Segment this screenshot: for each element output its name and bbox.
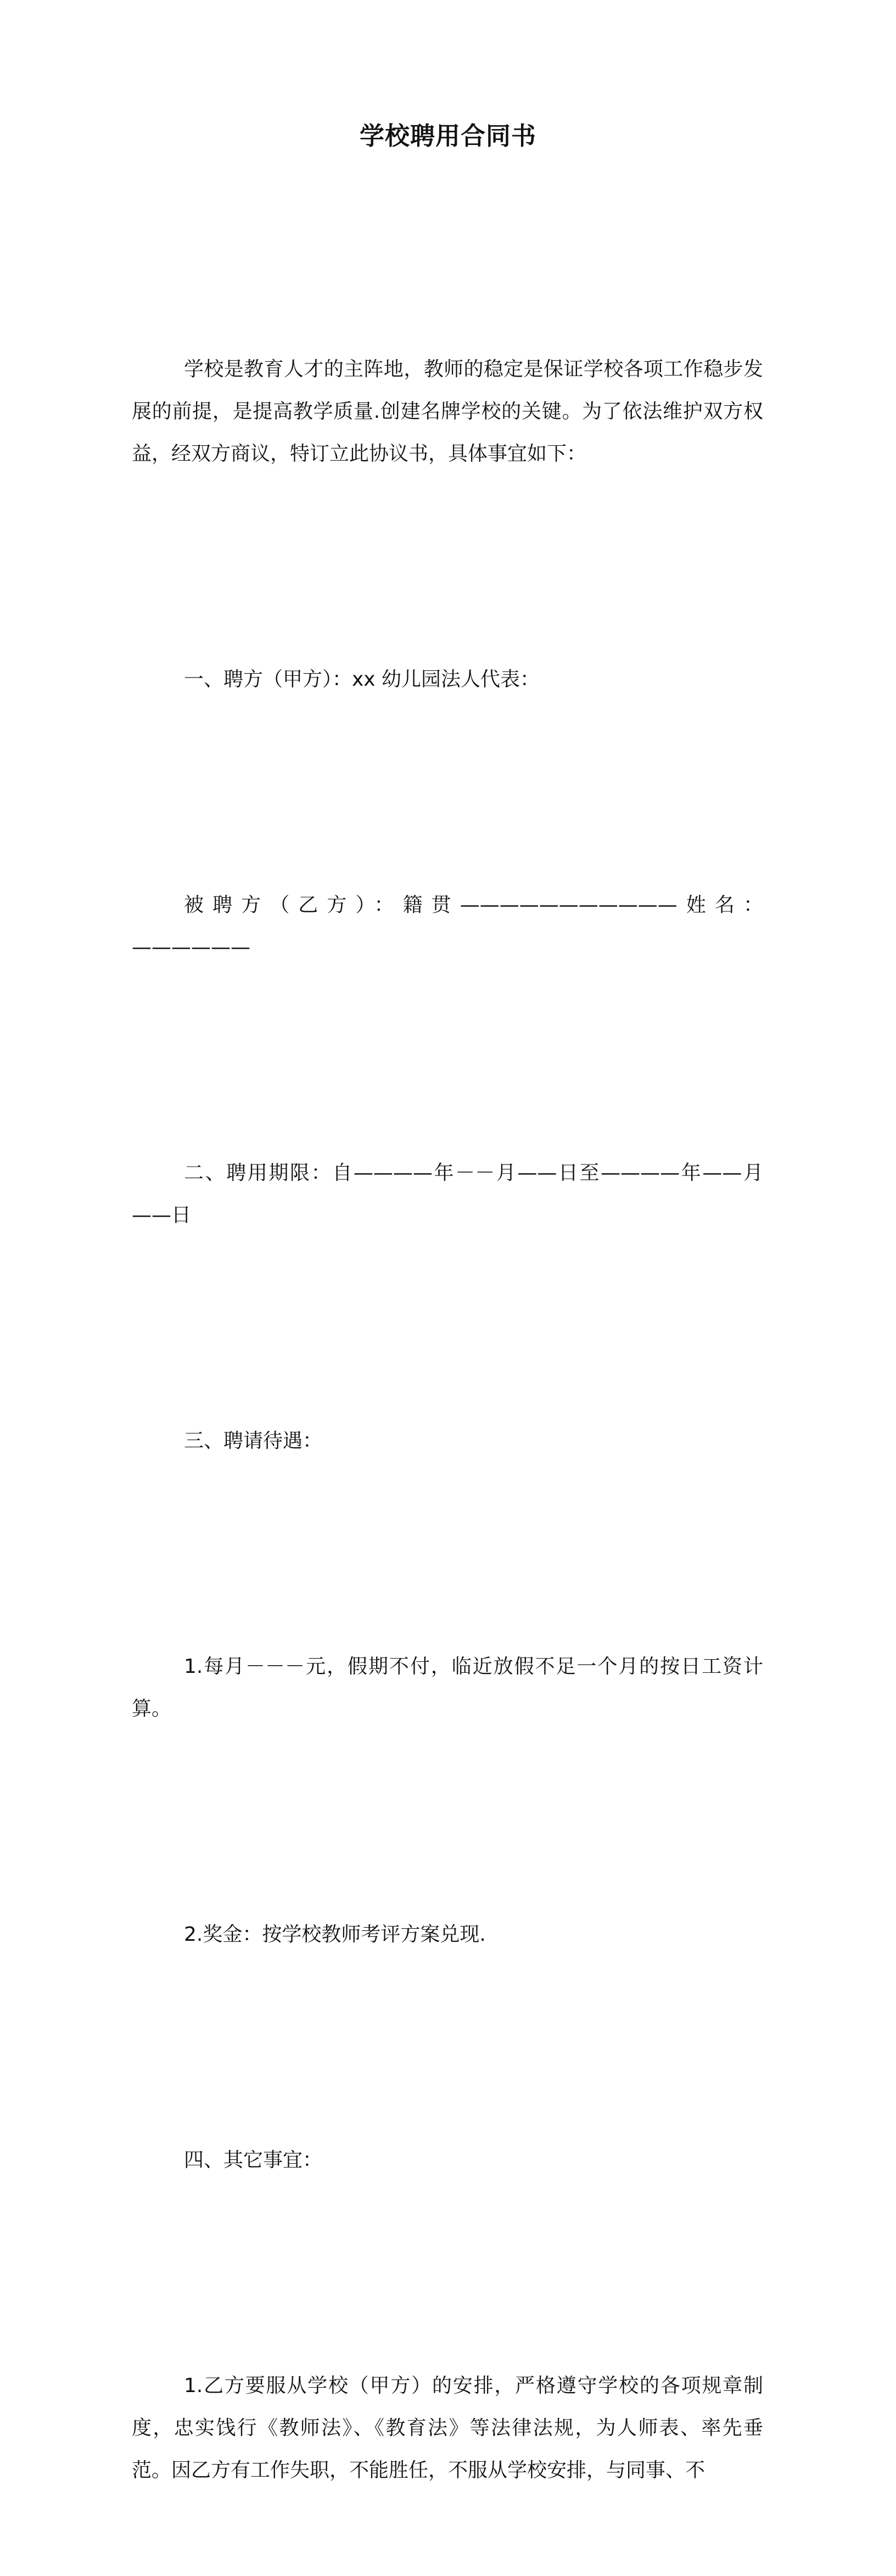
document-body bbox=[132, 264, 763, 2576]
bonus-clause: 2.奖金：按学校教师考评方案兑现. bbox=[184, 1923, 486, 1946]
obligations-clause: 1.乙方要服从学校（甲方）的安排，严格遵守学校的各项规章制度，忠实饯行《教师法》、《教育法》等法律法规，为人师表、率先垂范。因乙方有工作失职，不能胜任，不服从学校安排，与同事、不 bbox=[132, 2375, 763, 2482]
employee-party-line: 被聘方（乙方）：籍贯———————————姓名：—————— bbox=[132, 894, 763, 959]
salary-clause: 1.每月－－－元，假期不付，临近放假不足一个月的按日工资计算。 bbox=[132, 1655, 763, 1720]
intro-paragraph: 学校是教育人才的主阵地，教师的稳定是保证学校各项工作稳步发展的前提，是提高教学质量.创建名牌学校的关键。为了依法维护双方权益，经双方商议，特订立此协议书，具体事宜如下： bbox=[132, 358, 763, 465]
other-matters-heading: 四、其它事宜： bbox=[184, 2149, 323, 2171]
document-title: 学校聘用合同书 bbox=[359, 121, 536, 150]
employer-party-line: 一、聘方（甲方）：xx 幼儿园法人代表： bbox=[184, 668, 540, 691]
employment-term-line: 二、聘用期限：自————年－－月——日至————年——月——日 bbox=[132, 1162, 763, 1227]
compensation-heading: 三、聘请待遇： bbox=[184, 1430, 323, 1452]
